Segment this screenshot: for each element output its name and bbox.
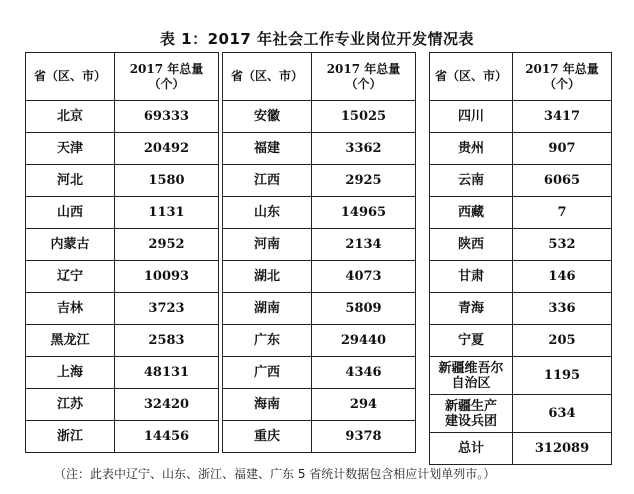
region-cell — [430, 357, 513, 395]
region-name: 西藏 — [457, 205, 484, 220]
region-name: 河北 — [56, 173, 83, 188]
region-cell — [223, 197, 312, 229]
table-row — [223, 197, 416, 229]
value-cell: 32420 — [115, 389, 219, 421]
table-row — [26, 357, 219, 389]
value-cell: 6065 — [513, 165, 612, 197]
table-row — [430, 229, 612, 261]
region-name: 北京 — [56, 109, 83, 124]
value-cell: 14965 — [312, 197, 416, 229]
value-cell: 48131 — [115, 357, 219, 389]
region-name: 浙江 — [56, 429, 83, 444]
table-row — [223, 133, 416, 165]
value-cell: 2925 — [312, 165, 416, 197]
value-cell: 294 — [312, 389, 416, 421]
table-row — [430, 261, 612, 293]
table-row — [26, 197, 219, 229]
table-title: 表 1：2017 年社会工作专业岗位开发情况表 — [159, 30, 475, 48]
value-cell: 10093 — [115, 261, 219, 293]
region-cell — [430, 433, 513, 465]
table-row — [223, 389, 416, 421]
value-cell: 29440 — [312, 325, 416, 357]
region-cell — [430, 293, 513, 325]
value-cell: 146 — [513, 261, 612, 293]
region-name: 新疆生产 — [444, 398, 497, 414]
region-name: 河南 — [253, 237, 280, 252]
region-name: 上海 — [56, 365, 83, 380]
region-cell — [430, 395, 513, 433]
region-name: 重庆 — [253, 429, 280, 444]
region-cell — [430, 165, 513, 197]
value-cell: 3417 — [513, 101, 612, 133]
region-table-1 — [25, 52, 219, 453]
value-cell: 5809 — [312, 293, 416, 325]
region-name: 海南 — [253, 397, 280, 412]
table-row — [26, 293, 219, 325]
region-name: 山西 — [56, 205, 83, 220]
table-row — [430, 101, 612, 133]
table-panel-3 — [429, 52, 612, 465]
region-cell — [26, 101, 115, 133]
region-name-line2: 建设兵团 — [444, 413, 497, 429]
table-row — [223, 261, 416, 293]
table-row — [26, 389, 219, 421]
table-panel-2 — [222, 52, 416, 453]
value-cell: 3362 — [312, 133, 416, 165]
header-region: 省（区、市） — [223, 53, 312, 101]
value-cell: 336 — [513, 293, 612, 325]
region-name: 甘肃 — [457, 269, 484, 284]
header-total-line2: （个） — [148, 76, 185, 91]
region-cell — [223, 293, 312, 325]
value-cell: 2952 — [115, 229, 219, 261]
region-cell — [223, 389, 312, 421]
region-name: 湖南 — [253, 301, 280, 316]
region-name: 吉林 — [56, 301, 83, 316]
region-name: 湖北 — [253, 269, 280, 284]
header-row — [430, 53, 612, 101]
table-row — [26, 165, 219, 197]
table-row — [223, 165, 416, 197]
table-row — [430, 325, 612, 357]
region-cell — [26, 133, 115, 165]
region-name: 江西 — [253, 173, 280, 188]
value-cell: 14456 — [115, 421, 219, 453]
region-name: 内蒙古 — [50, 237, 90, 252]
region-cell — [26, 421, 115, 453]
region-name: 福建 — [253, 141, 280, 156]
table-row — [430, 433, 612, 465]
value-cell: 2134 — [312, 229, 416, 261]
header-total — [115, 53, 219, 101]
value-cell: 3723 — [115, 293, 219, 325]
table-row — [223, 325, 416, 357]
region-name: 贵州 — [457, 141, 484, 156]
value-cell: 907 — [513, 133, 612, 165]
region-cell — [223, 101, 312, 133]
region-name: 天津 — [56, 141, 83, 156]
region-cell — [223, 261, 312, 293]
region-name: 安徽 — [253, 109, 280, 124]
region-table-2 — [222, 52, 416, 453]
region-name: 辽宁 — [56, 269, 83, 284]
value-cell: 7 — [513, 197, 612, 229]
region-cell — [223, 229, 312, 261]
region-cell — [223, 133, 312, 165]
region-cell — [26, 293, 115, 325]
table-row — [430, 395, 612, 433]
value-cell: 69333 — [115, 101, 219, 133]
table-footnote: （注：此表中辽宁、山东、浙江、福建、广东 5 省统计数据包含相应计划单列市。） — [54, 467, 496, 481]
region-name: 广东 — [253, 333, 280, 348]
table-row — [26, 325, 219, 357]
value-cell: 4073 — [312, 261, 416, 293]
region-cell — [430, 261, 513, 293]
header-row — [26, 53, 219, 101]
header-total-line2: （个） — [345, 76, 382, 91]
region-cell — [223, 421, 312, 453]
header-total-line1: 2017 年总量 — [326, 61, 401, 76]
table-row — [430, 293, 612, 325]
value-cell: 312089 — [513, 433, 612, 465]
region-name: 陕西 — [457, 237, 484, 252]
header-total — [513, 53, 612, 101]
region-name: 山东 — [253, 205, 280, 220]
region-cell — [26, 389, 115, 421]
table-row — [223, 101, 416, 133]
region-name: 宁夏 — [457, 333, 484, 348]
value-cell: 1131 — [115, 197, 219, 229]
header-region: 省（区、市） — [430, 53, 513, 101]
region-cell — [26, 197, 115, 229]
table-row — [430, 165, 612, 197]
value-cell: 15025 — [312, 101, 416, 133]
header-total — [312, 53, 416, 101]
value-cell: 20492 — [115, 133, 219, 165]
region-name: 青海 — [457, 301, 484, 316]
region-name-line2: 自治区 — [451, 375, 491, 391]
header-total-line2: （个） — [543, 76, 580, 91]
region-name: 新疆维吾尔 — [438, 360, 504, 376]
region-cell — [223, 357, 312, 389]
table-row — [430, 197, 612, 229]
region-table-3 — [429, 52, 612, 465]
table-row — [223, 357, 416, 389]
region-cell — [26, 261, 115, 293]
region-cell — [430, 101, 513, 133]
region-name: 四川 — [457, 109, 484, 124]
value-cell: 634 — [513, 395, 612, 433]
value-cell: 2583 — [115, 325, 219, 357]
table-row — [430, 133, 612, 165]
table-row — [223, 421, 416, 453]
table-panel-1 — [25, 52, 219, 453]
region-cell — [430, 133, 513, 165]
region-cell — [223, 165, 312, 197]
region-cell — [223, 325, 312, 357]
region-cell — [26, 229, 115, 261]
table-row — [26, 261, 219, 293]
region-name: 云南 — [457, 173, 484, 188]
region-cell — [26, 325, 115, 357]
region-cell — [26, 165, 115, 197]
header-total-line1: 2017 年总量 — [129, 61, 204, 76]
region-name: 黑龙江 — [50, 333, 90, 348]
table-row — [223, 229, 416, 261]
value-cell: 1580 — [115, 165, 219, 197]
table-row — [26, 229, 219, 261]
table-row — [26, 421, 219, 453]
region-name: 江苏 — [56, 397, 83, 412]
table-row — [26, 133, 219, 165]
value-cell: 1195 — [513, 357, 612, 395]
value-cell: 9378 — [312, 421, 416, 453]
region-name: 广西 — [253, 365, 280, 380]
table-row — [430, 357, 612, 395]
value-cell: 532 — [513, 229, 612, 261]
value-cell: 205 — [513, 325, 612, 357]
region-cell — [430, 229, 513, 261]
value-cell: 4346 — [312, 357, 416, 389]
header-region: 省（区、市） — [26, 53, 115, 101]
region-name: 总计 — [457, 441, 484, 456]
region-cell — [26, 357, 115, 389]
region-cell — [430, 197, 513, 229]
table-row — [26, 101, 219, 133]
table-row — [223, 293, 416, 325]
region-cell — [430, 325, 513, 357]
header-total-line1: 2017 年总量 — [525, 61, 599, 76]
header-row — [223, 53, 416, 101]
